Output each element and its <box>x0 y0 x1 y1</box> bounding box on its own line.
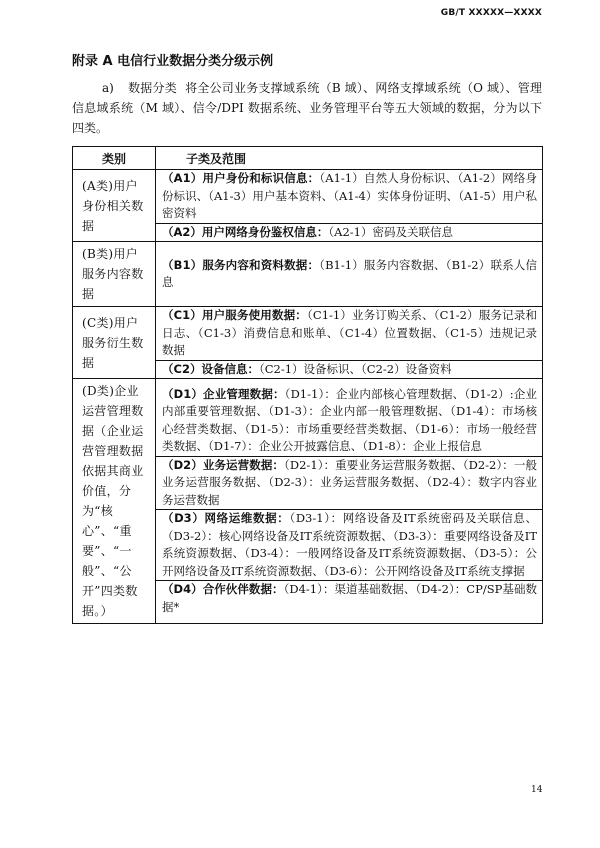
intro-paragraph <box>72 78 542 138</box>
subcategory-group-a2 <box>156 223 542 242</box>
subcategory-desc: （A1-1）自然人身份标识、（A1-2）网络身份标识、（A1-3）用户基本资料、（A1-4）实体身份证明、（A1-5）用户私密资料 <box>162 171 537 220</box>
header-subcategory: 子类及范围 <box>156 147 543 170</box>
subcategory-term: （C1）用户服务使用数据： <box>162 308 307 322</box>
subcategory-desc: （A2-1）密码及关联信息 <box>328 224 453 239</box>
subcategory-term: （C2）设备信息： <box>162 361 259 376</box>
subcategory-term: （D2）业务运营数据： <box>162 457 285 472</box>
category-d-cell: (D类)企业运营管理数据（企业运营管理数据依据其商业价值，分为“核心”、“重要”、“一般”、“公开”四类数据。） <box>73 379 156 624</box>
subcategory-term: （A1）用户身份和标识信息： <box>162 171 320 185</box>
subcategory-group-d2 <box>156 456 542 510</box>
subcategory-b-cell <box>156 242 543 307</box>
intro-item-label: a) <box>102 81 114 95</box>
table-row-a <box>73 170 543 242</box>
classification-table <box>72 146 543 624</box>
table-header-row <box>73 147 543 170</box>
subcategory-group-d3 <box>156 509 542 580</box>
subcategory-term: （D3）网络运维数据： <box>162 511 290 526</box>
intro-item-title: 数据分类 <box>127 81 177 95</box>
subcategory-desc: （D1-1）：企业内部核心管理数据、（D1-2）:企业内部重要管理数据、（D1-3）：企业内部一般管理数据、（D1-4）：市场核心经营类数据、（D1-5）：市场重要经营类数据、（D1-6）：市场一般经营类数据、（D1-7）：企业公开披露信息、（D1-8）：企业上报信息 <box>162 386 538 454</box>
subcategory-d-cell <box>156 379 543 624</box>
subcategory-group-c1 <box>156 307 542 360</box>
category-a-cell: (A类)用户身份相关数据 <box>73 170 156 242</box>
subcategory-group-d4 <box>156 580 542 616</box>
subcategory-group-a1 <box>156 170 542 223</box>
table-row-b <box>73 242 543 307</box>
subcategory-group-c2 <box>156 360 542 379</box>
subcategory-term: （D4）合作伙伴数据： <box>162 582 284 597</box>
subcategory-a-cell <box>156 170 543 242</box>
category-b-cell: (B类)用户服务内容数据 <box>73 242 156 307</box>
subcategory-term: （A2）用户网络身份鉴权信息： <box>162 224 329 239</box>
subcategory-group-d1 <box>156 386 542 456</box>
subcategory-desc: （C2-1）设备标识、（C2-2）设备资料 <box>258 361 452 376</box>
subcategory-c-cell <box>156 307 543 379</box>
standard-code-header: GB/T XXXXX—XXXX <box>440 8 542 18</box>
subcategory-desc: （B1-1）服务内容数据、（B1-2）联系人信息 <box>162 257 537 289</box>
subcategory-desc: （D3-1）：网络设备及IT系统密码及关联信息、（D3-2）：核心网络设备及IT系统资源数据、（D3-3）：重要网络设备及IT系统资源数据、（D3-4）：一般网络设备及IT系统资源数据、（D3-5）：公开网络设备及IT系统资源数据、（D3-6）：公开网络设备及IT系统支撑据 <box>162 511 538 578</box>
subcategory-group-b1 <box>156 257 542 292</box>
appendix-title: 附录 A 电信行业数据分类分级示例 <box>72 54 274 69</box>
category-c-cell: (C类)用户服务衍生数据 <box>73 307 156 379</box>
table-row-c <box>73 307 543 379</box>
header-category: 类别 <box>73 147 156 170</box>
page-number: 14 <box>531 785 543 795</box>
subcategory-desc: （D4-1）：渠道基础数据、（D4-2）：CP/SP基础数据* <box>162 582 537 614</box>
subcategory-desc: （D2-1）：重要业务运营服务数据、（D2-2）：一般业务运营服务数据、（D2-3）：业务运营服务数据、（D2-4）：数字内容业务运营数据 <box>162 457 538 507</box>
subcategory-term: （D1）企业管理数据： <box>162 386 285 401</box>
subcategory-term: （B1）服务内容和资料数据： <box>162 257 320 272</box>
table-row-d <box>73 379 543 624</box>
intro-text: 将全公司业务支撑域系统（B 域）、网络支撑域系统（O 域）、管理信息域系统（M 域）、信令/DPI 数据系统、业务管理平台等五大领域的数据，分为以下四类。 <box>72 81 542 135</box>
subcategory-desc: （C1-1）业务订购关系、（C1-2）服务记录和日志、（C1-3）消费信息和账单、（C1-4）位置数据、（C1-5）违规记录数据 <box>162 308 537 357</box>
